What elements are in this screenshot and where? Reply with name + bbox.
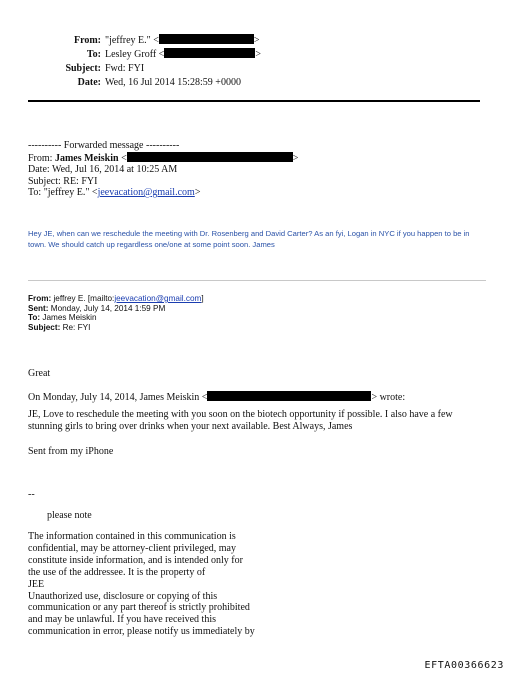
forwarded-from-row (28, 152, 298, 165)
body-je-message: JE, Love to reschedule the meeting with you soon on the biotech opportunity if possible. I also have a few stunning girls to bring over drinks when your next available. Best Always, James (28, 409, 453, 432)
header-from-value: "jeffrey E." < (105, 35, 159, 46)
forwarded-subject: Subject: RE: FYI (28, 175, 98, 187)
reply-from-suffix: ] (201, 294, 204, 303)
disclaimer-line: communication in error, please notify us immediately by (28, 626, 255, 638)
body-great: Great (28, 368, 51, 379)
disclaimer-line: The information contained in this communication is (28, 531, 236, 542)
redaction-block (164, 48, 255, 58)
disclaimer-line: communication or any part thereof is strictly prohibited (28, 602, 250, 614)
disclaimer-line: constitute inside information, and is intended only for (28, 554, 243, 566)
disclaimer-line: JEE (28, 578, 45, 590)
header-to-row (20, 48, 261, 62)
reply-to-label: To: (28, 313, 41, 323)
header-subject-label: Subject: (65, 63, 101, 74)
header-divider (28, 100, 480, 102)
forwarded-separator: ---------- Forwarded message ---------- (28, 140, 180, 151)
reply-from-prefix: jeffrey E. [mailto: (51, 294, 115, 303)
disclaimer-line: the use of the addressee. It is the property of (28, 566, 206, 578)
reply-sent-row (28, 304, 204, 314)
header-to-value: Lesley Groff < (105, 49, 165, 60)
forwarded-to-row (28, 187, 298, 199)
forwarded-from-label: From: (28, 152, 53, 164)
document-id: EFTA00366623 (424, 660, 504, 671)
blue-message: Hey JE, when can we reschedule the meeting with Dr. Rosenberg and David Carter? As an fyi, Logan in NYC if you happen to be in town. We should catch up regardless one/one at some point soon. James (28, 229, 470, 249)
header-to-label: To: (86, 49, 101, 60)
reply-subject-value: Re: FYI (60, 322, 91, 332)
email-header (20, 34, 261, 90)
header-to-end: > (255, 49, 261, 60)
reply-divider (28, 280, 486, 281)
signature-separator: -- (28, 489, 35, 500)
reply-to-value: James Meiskin (40, 313, 97, 323)
please-note: please note (47, 510, 92, 521)
reply-from-email-link[interactable]: jeevacation@gmail.com (114, 294, 202, 303)
redaction-block (207, 391, 371, 401)
header-subject-value: Fwd: FYI (105, 63, 145, 74)
header-date-value: Wed, 16 Jul 2014 15:28:59 +0000 (105, 77, 241, 88)
forwarded-from-end: > (292, 152, 299, 164)
redaction-block (127, 152, 293, 162)
forwarded-from-name: James Meiskin (54, 152, 119, 164)
forwarded-date: Date: Wed, Jul 16, 2014 at 10:25 AM (28, 164, 178, 175)
header-date-label: Date: (77, 77, 101, 88)
body-quote-line (28, 391, 405, 404)
header-from-row (20, 34, 261, 48)
disclaimer-line: and may be unlawful. If you have received this (28, 614, 216, 626)
header-from-end: > (253, 35, 260, 46)
reply-subject-row (28, 323, 204, 333)
redaction-block (159, 34, 254, 44)
reply-from-label: From: (28, 294, 52, 303)
reply-header (28, 294, 204, 332)
reply-from-row (28, 294, 204, 304)
header-subject-row (20, 62, 261, 76)
reply-subject-label: Subject: (28, 322, 61, 332)
body-wrote: > wrote: (371, 392, 406, 403)
header-date-row (20, 76, 261, 90)
forwarded-to-suffix: > (194, 187, 201, 198)
disclaimer-line: confidential, may be attorney-client privileged, may (28, 542, 236, 554)
disclaimer-line: Unauthorized use, disclosure or copying of this (28, 590, 218, 602)
reply-sent-value: Monday, July 14, 2014 1:59 PM (48, 303, 166, 313)
header-from-label: From: (73, 35, 101, 46)
forwarded-to-email-link[interactable]: jeevacation@gmail.com (97, 187, 195, 198)
forwarded-from-lt: < (118, 152, 127, 164)
body-on-monday: On Monday, July 14, 2014, James Meiskin < (28, 392, 208, 403)
forwarded-block (28, 140, 298, 199)
body-sent-from: Sent from my iPhone (28, 446, 114, 457)
reply-sent-label: Sent: (28, 303, 49, 313)
disclaimer (28, 531, 278, 638)
forwarded-to-prefix: To: "jeffrey E." < (28, 187, 98, 198)
reply-to-row (28, 313, 204, 323)
